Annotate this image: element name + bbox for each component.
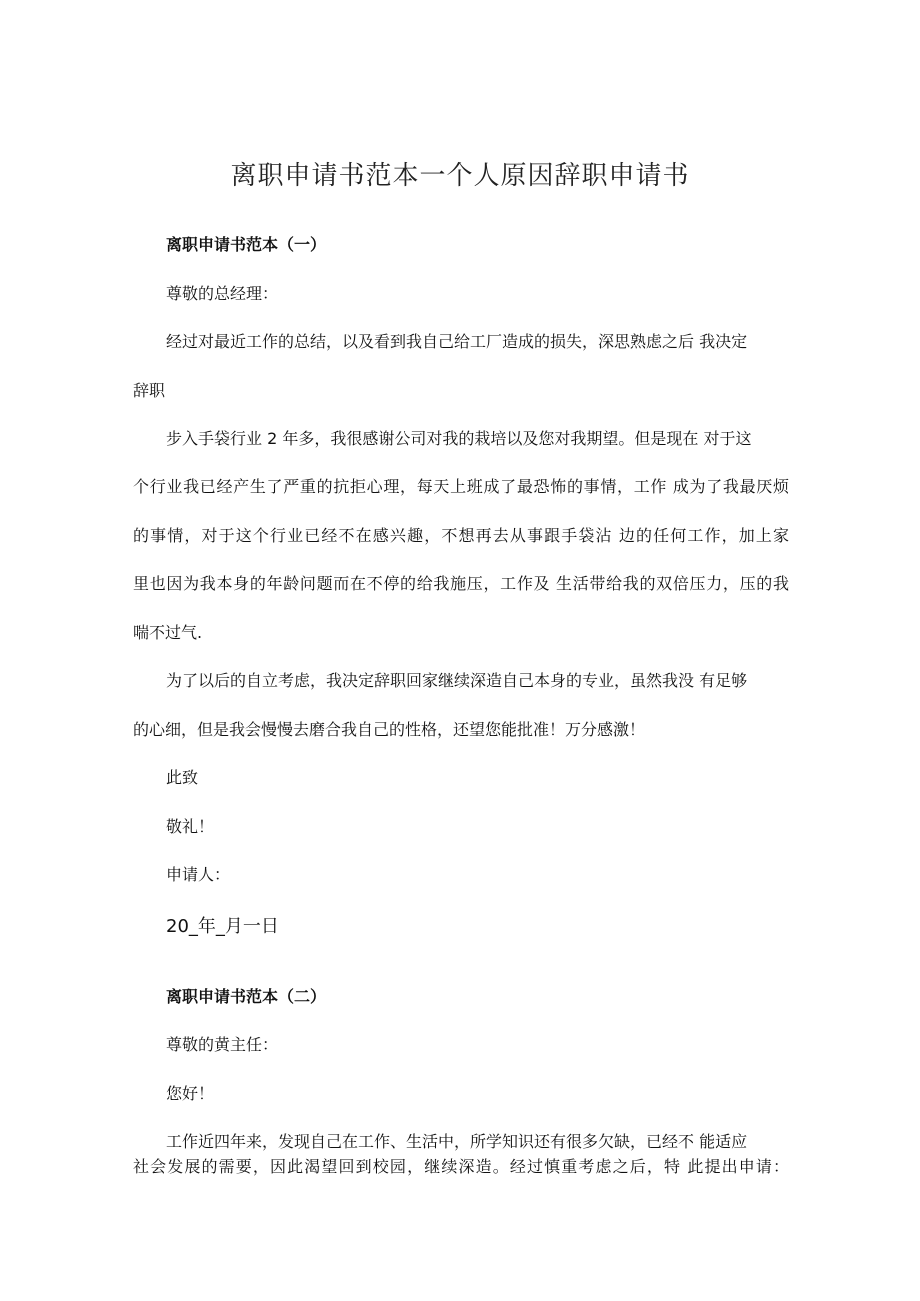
section-heading-1: 离职申请书范本（一） — [166, 235, 327, 254]
salutation-1: 尊敬的总经理： — [166, 284, 279, 303]
greeting: 您好！ — [166, 1084, 215, 1103]
paragraph-line: 步入手袋行业 2 年多，我很感谢公司对我的栽培以及您对我期望。但是现在 对于这 — [166, 429, 752, 448]
paragraph-line: 的心细，但是我会慢慢去磨合我自己的性格，还望您能批准！万分感激！ — [133, 720, 646, 739]
salutation-2: 尊敬的黄主任： — [166, 1035, 279, 1054]
paragraph-line: 的事情，对于这个行业已经不在感兴趣，不想再去从事跟手袋沾 边的任何工作，加上家 — [133, 526, 789, 545]
paragraph-line: 个行业我已经产生了严重的抗拒心理，每天上班成了最恐怖的事情，工作 成为了我最厌烦 — [133, 477, 789, 496]
paragraph-line: 工作近四年来，发现自己在工作、生活中，所学知识还有很多欠缺，已经不 能适应 — [166, 1132, 748, 1151]
date-line: 20_年_月一日 — [166, 916, 279, 937]
paragraph-line: 里也因为我本身的年龄问题而在不停的给我施压，工作及 生活带给我的双倍压力，压的我 — [133, 574, 789, 593]
section-heading-2: 离职申请书范本（二） — [166, 987, 327, 1006]
paragraph-line: 经过对最近工作的总结，以及看到我自己给工厂造成的损失，深思熟虑之后 我决定 — [166, 332, 748, 351]
closing-line: 敬礼！ — [166, 817, 215, 836]
applicant-label: 申请人： — [166, 865, 231, 884]
paragraph-line: 喘不过气. — [133, 623, 203, 642]
document-title: 离职申请书范本一个人原因辞职申请书 — [230, 161, 690, 191]
closing-line: 此致 — [166, 768, 199, 787]
paragraph-line: 为了以后的自立考虑，我决定辞职回家继续深造自己本身的专业，虽然我没 有足够 — [166, 671, 748, 690]
paragraph-line: 辞职 — [133, 381, 166, 400]
paragraph-line: 社会发展的需要，因此渴望回到校园，继续深造。经过慎重考虑之后，特 此提出申请： — [133, 1157, 789, 1176]
